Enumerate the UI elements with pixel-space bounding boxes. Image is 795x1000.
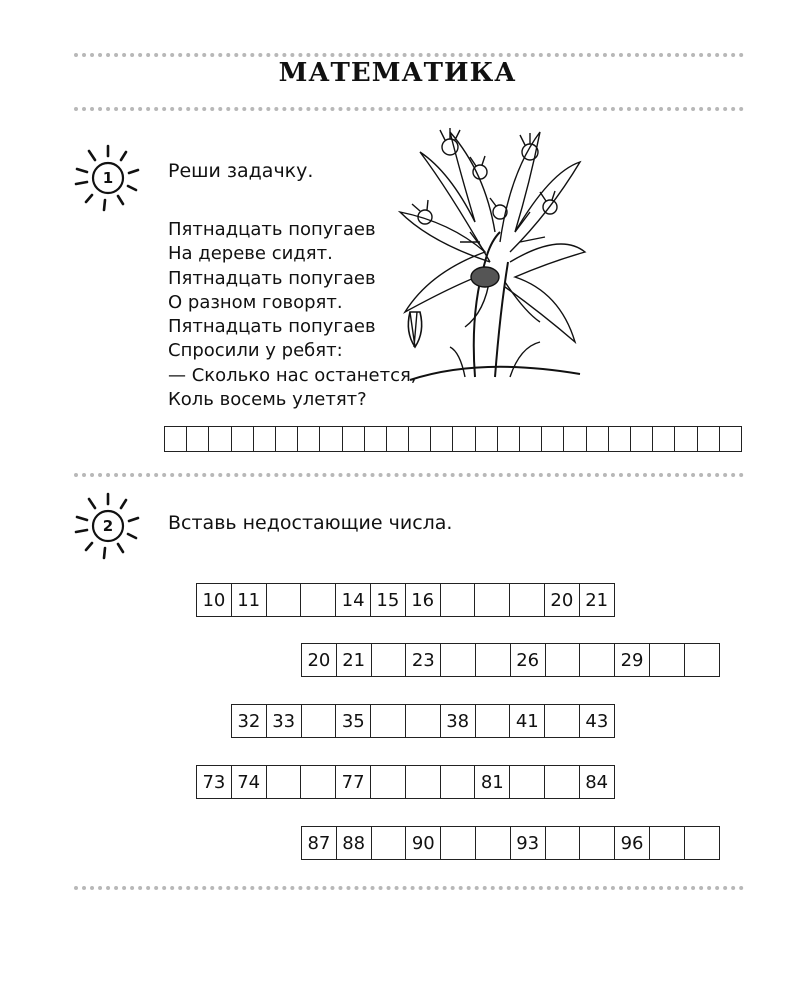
answer-cell[interactable] (720, 427, 742, 451)
poem-line: Коль восемь улетят? (168, 389, 367, 411)
middle-dotted-line (74, 473, 744, 477)
number-row-5 (301, 826, 720, 860)
empty-number-cell[interactable] (685, 644, 720, 676)
empty-number-cell[interactable] (650, 827, 685, 859)
answer-cell[interactable] (298, 427, 320, 451)
poem-line: Спросили у ребят: (168, 340, 343, 362)
number-cell: 21 (337, 644, 372, 676)
answer-cell[interactable] (631, 427, 653, 451)
number-cell: 77 (336, 766, 371, 798)
empty-number-cell[interactable] (406, 766, 441, 798)
answer-cell[interactable] (165, 427, 187, 451)
number-cell: 33 (267, 705, 302, 737)
task1-number: 1 (102, 169, 114, 187)
empty-number-cell[interactable] (510, 584, 545, 616)
page-title: МАТЕМАТИКА (278, 58, 517, 88)
empty-number-cell[interactable] (545, 766, 580, 798)
number-cell: 20 (302, 644, 337, 676)
empty-number-cell[interactable] (475, 584, 510, 616)
number-cell: 38 (441, 705, 476, 737)
empty-number-cell[interactable] (650, 644, 685, 676)
number-cell: 29 (615, 644, 650, 676)
answer-cell[interactable] (320, 427, 342, 451)
answer-cell[interactable] (209, 427, 231, 451)
number-cell: 90 (406, 827, 441, 859)
number-cell: 11 (232, 584, 267, 616)
answer-cell[interactable] (498, 427, 520, 451)
task2-instruction: Вставь недостающие числа. (168, 512, 453, 534)
number-cell: 43 (580, 705, 615, 737)
answer-cell[interactable] (276, 427, 298, 451)
title-dotted-line (74, 107, 744, 111)
number-cell: 15 (371, 584, 406, 616)
number-cell: 35 (336, 705, 371, 737)
number-cell: 96 (615, 827, 650, 859)
number-cell: 84 (580, 766, 615, 798)
empty-number-cell[interactable] (441, 584, 476, 616)
empty-number-cell[interactable] (441, 827, 476, 859)
number-cell: 23 (406, 644, 441, 676)
number-row-3 (231, 704, 615, 738)
number-cell: 26 (511, 644, 546, 676)
answer-cell[interactable] (476, 427, 498, 451)
answer-cell[interactable] (365, 427, 387, 451)
empty-number-cell[interactable] (441, 766, 476, 798)
empty-number-cell[interactable] (580, 644, 615, 676)
empty-number-cell[interactable] (580, 827, 615, 859)
number-cell: 21 (580, 584, 615, 616)
empty-number-cell[interactable] (685, 827, 720, 859)
number-cell: 16 (406, 584, 441, 616)
number-cell: 41 (510, 705, 545, 737)
number-cell: 10 (197, 584, 232, 616)
empty-number-cell[interactable] (267, 584, 302, 616)
empty-number-cell[interactable] (546, 827, 581, 859)
poem-line: Пятнадцать попугаев (168, 219, 376, 240)
answer-cell[interactable] (675, 427, 697, 451)
empty-number-cell[interactable] (510, 766, 545, 798)
empty-number-cell[interactable] (267, 766, 302, 798)
answer-cell[interactable] (698, 427, 720, 451)
answer-cell[interactable] (232, 427, 254, 451)
answer-cell[interactable] (387, 427, 409, 451)
number-cell: 20 (545, 584, 580, 616)
number-row-2 (301, 643, 720, 677)
empty-number-cell[interactable] (372, 827, 407, 859)
number-row-4 (196, 765, 615, 799)
task2-badge (68, 486, 148, 566)
number-cell: 74 (232, 766, 267, 798)
number-cell: 88 (337, 827, 372, 859)
answer-cell[interactable] (609, 427, 631, 451)
empty-number-cell[interactable] (546, 644, 581, 676)
empty-number-cell[interactable] (371, 705, 406, 737)
number-row-1 (196, 583, 615, 617)
poem-line: На дереве сидят. (168, 243, 333, 265)
answer-strip (164, 426, 742, 452)
empty-number-cell[interactable] (406, 705, 441, 737)
empty-number-cell[interactable] (371, 766, 406, 798)
parrots-tree-illustration (390, 112, 590, 397)
task2-number: 2 (102, 517, 114, 535)
empty-number-cell[interactable] (476, 705, 511, 737)
answer-cell[interactable] (542, 427, 564, 451)
poem-line: — Сколько нас останется, (168, 364, 417, 386)
answer-cell[interactable] (343, 427, 365, 451)
empty-number-cell[interactable] (476, 827, 511, 859)
number-cell: 32 (232, 705, 267, 737)
empty-number-cell[interactable] (372, 644, 407, 676)
answer-cell[interactable] (564, 427, 586, 451)
bottom-dotted-line (74, 886, 744, 890)
poem-line: Пятнадцать попугаев (168, 316, 376, 338)
number-cell: 93 (511, 827, 546, 859)
poem-line: Пятнадцать попугаев (168, 267, 376, 289)
number-cell: 87 (302, 827, 337, 859)
top-dotted-line (74, 53, 744, 57)
poem (168, 218, 417, 412)
poem-line: О разном говорят. (168, 291, 343, 313)
answer-cell[interactable] (453, 427, 475, 451)
answer-cell[interactable] (431, 427, 453, 451)
answer-cell[interactable] (187, 427, 209, 451)
empty-number-cell[interactable] (301, 584, 336, 616)
answer-cell[interactable] (520, 427, 542, 451)
empty-number-cell[interactable] (301, 766, 336, 798)
empty-number-cell[interactable] (441, 644, 476, 676)
number-cell: 73 (197, 766, 232, 798)
answer-cell[interactable] (409, 427, 431, 451)
number-cell: 81 (475, 766, 510, 798)
empty-number-cell[interactable] (302, 705, 337, 737)
task1-instruction: Реши задачку. (168, 160, 314, 182)
answer-cell[interactable] (653, 427, 675, 451)
number-cell: 14 (336, 584, 371, 616)
empty-number-cell[interactable] (545, 705, 580, 737)
answer-cell[interactable] (254, 427, 276, 451)
empty-number-cell[interactable] (476, 644, 511, 676)
answer-cell[interactable] (587, 427, 609, 451)
task1-badge (68, 138, 148, 218)
